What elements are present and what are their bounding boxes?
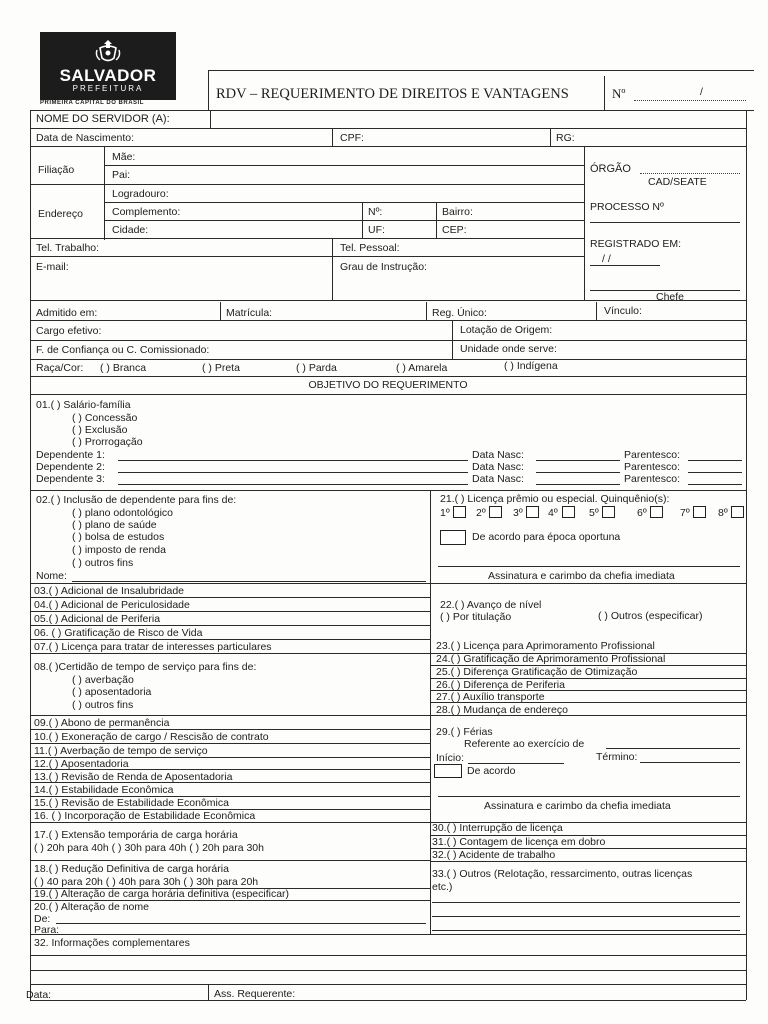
filiacao-label: Filiação <box>38 164 75 176</box>
cep-label: CEP: <box>442 224 467 236</box>
rule <box>30 300 746 301</box>
item-20-de-field[interactable] <box>56 923 426 924</box>
rule <box>104 220 584 221</box>
data-label: Data: <box>26 989 52 1001</box>
item-28-mudanca-endereco[interactable]: 28.( ) Mudança de endereço <box>436 704 568 716</box>
rule <box>30 625 430 626</box>
raca-option-indigena[interactable]: ( ) Indígena <box>504 360 558 372</box>
pai-label: Pai: <box>112 169 131 181</box>
orgao-field[interactable] <box>640 173 740 174</box>
item-01-concessao[interactable]: ( ) Concessão <box>72 412 138 424</box>
item-29-inicio-label: Início: <box>436 752 465 764</box>
vinculo-label: Vínculo: <box>604 305 642 317</box>
item-02-nome-label: Nome: <box>36 570 67 582</box>
item-23-aprimoramento[interactable]: 23.( ) Licença para Aprimoramento Profissional <box>436 640 655 652</box>
side-panel-border <box>584 146 585 300</box>
grau-instrucao-label: Grau de Instrução: <box>340 261 427 273</box>
rule <box>30 184 584 185</box>
item-29-acordo-label: De acordo <box>467 765 516 777</box>
item-29-exercicio-field[interactable] <box>606 748 740 749</box>
item-15-revisao-estabilidade[interactable]: 15.( ) Revisão de Estabilidade Econômica <box>34 797 229 809</box>
rule <box>30 238 584 239</box>
item-16-incorporacao-estabilidade[interactable]: 16. ( ) Incorporação de Estabilidade Econômica <box>34 810 256 822</box>
processo-field[interactable] <box>590 222 740 223</box>
unidade-label: Unidade onde serve: <box>460 343 557 355</box>
item-02-nome-field[interactable] <box>72 581 426 582</box>
dependente-2-label: Dependente 2: <box>36 461 105 473</box>
item-20-para-label: Para: <box>34 924 60 936</box>
logo-tagline: PRIMEIRA CAPITAL DO BRASIL <box>40 100 144 106</box>
form-right-border <box>746 110 747 1000</box>
item-26-diferenca-periferia[interactable]: 26.( ) Diferença de Periferia <box>436 679 565 691</box>
orgao-value: CAD/SEATE <box>648 176 707 188</box>
form-number-label: Nº <box>612 86 626 101</box>
quinquenio-2-checkbox[interactable] <box>489 506 502 518</box>
form-title: RDV – REQUERIMENTO DE DIREITOS E VANTAGENS <box>216 86 569 102</box>
quinquenio-7-checkbox[interactable] <box>693 506 706 518</box>
email-label: E-mail: <box>36 261 69 273</box>
rule <box>30 359 746 360</box>
quinquenio-3-label: 3º <box>513 507 523 519</box>
item-33-field-2[interactable] <box>432 916 740 917</box>
item-21-assinatura-label: Assinatura e carimbo da chefia imediata <box>488 570 675 582</box>
rule <box>210 110 211 128</box>
item-08-outros-fins[interactable]: ( ) outros fins <box>72 699 134 711</box>
logo-text: SALVADOR <box>59 66 157 85</box>
numero-label: Nº: <box>368 206 383 218</box>
rule <box>30 715 746 716</box>
registrado-label: REGISTRADO EM: <box>590 238 682 250</box>
item-17-extensao-carga[interactable]: 17.( ) Extensão temporária de carga horária <box>34 829 238 841</box>
item-29-acordo-checkbox[interactable] <box>434 764 462 778</box>
item-06-risco-vida[interactable]: 06. ( ) Gratificação de Risco de Vida <box>34 627 203 639</box>
dependente-3-label: Dependente 3: <box>36 473 105 485</box>
item-33-outros-cont: etc.) <box>432 881 453 893</box>
item-21-licenca-premio[interactable]: 21.( ) Licença prêmio ou especial. Quinquênio(s): <box>440 493 670 505</box>
rule <box>30 1000 746 1001</box>
informacoes-line-1[interactable] <box>30 955 746 956</box>
quinquenio-8-label: 8º <box>718 507 728 519</box>
quinquenio-4-label: 4º <box>548 507 558 519</box>
item-30-interrupcao-licenca[interactable]: 30.( ) Interrupção de licença <box>432 822 563 834</box>
data-nascimento-label: Data de Nascimento: <box>36 132 135 144</box>
item-22-avanco-nivel[interactable]: 22.( ) Avanço de nível <box>440 599 542 611</box>
tel-trabalho-label: Tel. Trabalho: <box>36 242 100 254</box>
rule <box>332 128 333 146</box>
item-24-gratificacao-aprimoramento[interactable]: 24.( ) Gratificação de Aprimoramento Profissional <box>436 653 666 665</box>
rule <box>30 769 430 770</box>
item-25-gratificacao-otimizacao[interactable]: 25.( ) Diferença Gratificação de Otimização <box>436 666 638 678</box>
rule <box>30 256 584 257</box>
item-29-assinatura-label: Assinatura e carimbo da chefia imediata <box>484 800 671 812</box>
item-08-averbacao[interactable]: ( ) averbação <box>72 674 134 686</box>
item-03-insalubridade[interactable]: 03.( ) Adicional de Insalubridade <box>34 585 185 597</box>
rule <box>30 984 746 985</box>
item-11-averbacao-tempo[interactable]: 11.( ) Averbação de tempo de serviço <box>34 745 208 757</box>
rule <box>220 302 221 320</box>
rule <box>30 320 746 321</box>
rule <box>30 743 430 744</box>
form-number-field[interactable] <box>634 100 746 101</box>
endereco-label: Endereço <box>38 208 83 220</box>
item-20-alteracao-nome[interactable]: 20.( ) Alteração de nome <box>34 901 149 913</box>
raca-cor-label: Raça/Cor: <box>36 362 84 374</box>
rule <box>30 934 746 935</box>
form-number-slash: / <box>700 86 703 98</box>
item-20-de-label: De: <box>34 913 51 925</box>
dependente-3-field[interactable] <box>118 484 468 485</box>
dependente-1-data-nasc: Data Nasc: <box>472 449 524 461</box>
item-08-certidao-tempo[interactable]: 08.( )Certidão de tempo de serviço para fins de: <box>34 661 257 673</box>
title-box-divider <box>604 76 605 110</box>
item-29-termino-field[interactable] <box>640 762 740 763</box>
informacoes-complementares-label: 32. Informações complementares <box>34 937 190 949</box>
item-02-bolsa-estudos[interactable]: ( ) bolsa de estudos <box>72 531 165 543</box>
rule <box>104 146 105 240</box>
rule <box>332 238 333 300</box>
objetivo-title: OBJETIVO DO REQUERIMENTO <box>308 379 468 391</box>
item-33-field-3[interactable] <box>432 930 740 931</box>
item-29-referente-label: Referente ao exercício de <box>464 738 585 750</box>
item-29-signature-line[interactable] <box>438 796 740 797</box>
item-21-signature-line[interactable] <box>438 566 740 567</box>
title-box-left <box>208 70 209 110</box>
item-29-ferias[interactable]: 29.( ) Férias <box>436 726 493 738</box>
dependente-1-parentesco-field[interactable] <box>688 460 742 461</box>
registrado-field[interactable] <box>590 265 660 266</box>
quinquenio-6-checkbox[interactable] <box>650 506 663 518</box>
lotacao-label: Lotação de Origem: <box>460 324 553 336</box>
rule <box>104 202 584 203</box>
tel-pessoal-label: Tel. Pessoal: <box>340 242 400 254</box>
mae-label: Mãe: <box>112 151 136 163</box>
rule <box>430 861 746 862</box>
form-left-border <box>30 110 31 1000</box>
item-29-inicio-field[interactable] <box>468 763 564 764</box>
dependente-2-data-nasc: Data Nasc: <box>472 461 524 473</box>
dependente-2-parentesco: Parentesco: <box>624 461 681 473</box>
raca-option-branca[interactable]: ( ) Branca <box>100 362 147 374</box>
rule <box>426 302 427 320</box>
rule <box>30 394 746 395</box>
item-22-outros[interactable]: ( ) Outros (especificar) <box>598 610 703 622</box>
quinquenio-2-label: 2º <box>476 507 486 519</box>
item-09-abono-permanencia[interactable]: 09.( ) Abono de permanência <box>34 717 170 729</box>
item-02-imposto-renda[interactable]: ( ) imposto de renda <box>72 544 166 556</box>
item-17-options[interactable]: ( ) 20h para 40h ( ) 30h para 40h ( ) 20h para 30h <box>34 842 264 854</box>
quinquenio-7-label: 7º <box>680 507 690 519</box>
item-04-periculosidade[interactable]: 04.( ) Adicional de Periculosidade <box>34 599 190 611</box>
item-02-plano-saude[interactable]: ( ) plano de saúde <box>72 519 157 531</box>
item-01-salario-familia[interactable]: 01.( ) Salário-família <box>36 399 131 411</box>
item-31-contagem-licenca[interactable]: 31.( ) Contagem de licença em dobro <box>432 836 606 848</box>
coat-of-arms-icon <box>94 38 122 64</box>
dependente-2-parentesco-field[interactable] <box>688 472 742 473</box>
item-05-periferia[interactable]: 05.( ) Adicional de Periferia <box>34 613 161 625</box>
cargo-efetivo-label: Cargo efetivo: <box>36 325 102 337</box>
dependente-3-parentesco: Parentesco: <box>624 473 681 485</box>
item-08-aposentadoria[interactable]: ( ) aposentadoria <box>72 686 152 698</box>
rule <box>30 376 746 377</box>
item-10-exoneracao[interactable]: 10.( ) Exoneração de cargo / Rescisão de contrato <box>34 731 269 743</box>
dependente-1-label: Dependente 1: <box>36 449 105 461</box>
item-19-alteracao-carga[interactable]: 19.( ) Alteração de carga horária definitiva (especificar) <box>34 888 290 900</box>
item-02-outros-fins[interactable]: ( ) outros fins <box>72 557 134 569</box>
rule <box>30 146 746 147</box>
quinquenio-1-label: 1º <box>440 507 450 519</box>
informacoes-line-2[interactable] <box>30 970 746 971</box>
item-21-acordo-label: De acordo para época oportuna <box>472 531 621 543</box>
quinquenio-1-checkbox[interactable] <box>453 506 466 518</box>
rule <box>30 782 430 783</box>
matricula-label: Matrícula: <box>226 307 273 319</box>
rg-label: RG: <box>556 132 575 144</box>
item-13-revisao-renda[interactable]: 13.( ) Revisão de Renda de Aposentadoria <box>34 771 233 783</box>
orgao-label: ÓRGÃO <box>590 163 631 175</box>
dependente-1-parentesco: Parentesco: <box>624 449 681 461</box>
dependente-2-field[interactable] <box>118 472 468 473</box>
column-divider <box>430 490 431 934</box>
quinquenio-3-checkbox[interactable] <box>526 506 539 518</box>
item-29-termino-label: Término: <box>596 751 638 763</box>
item-18-options[interactable]: ( ) 40 para 20h ( ) 40h para 30h ( ) 30h para 20h <box>34 876 259 888</box>
prefeitura-logo <box>40 32 176 100</box>
raca-option-parda[interactable]: ( ) Parda <box>296 362 337 374</box>
rule <box>208 984 209 1000</box>
dependente-1-field[interactable] <box>118 460 468 461</box>
quinquenio-5-checkbox[interactable] <box>602 506 615 518</box>
item-01-exclusao[interactable]: ( ) Exclusão <box>72 424 128 436</box>
dependente-2-data-field[interactable] <box>536 472 620 473</box>
logo-subtext: PREFEITURA <box>72 84 144 93</box>
rule <box>30 611 430 612</box>
item-18-reducao-carga[interactable]: 18.( ) Redução Definitiva de carga horária <box>34 863 229 875</box>
complemento-label: Complemento: <box>112 206 181 218</box>
raca-option-amarela[interactable]: ( ) Amarela <box>396 362 448 374</box>
quinquenio-5-label: 5º <box>589 507 599 519</box>
rule <box>30 597 430 598</box>
item-02-inclusao-dependente[interactable]: 02.( ) Inclusão de dependente para fins de: <box>36 494 237 506</box>
bairro-label: Bairro: <box>442 206 473 218</box>
assinatura-requerente-label: Ass. Requerente: <box>214 988 296 1000</box>
registrado-date: / / <box>602 253 611 265</box>
quinquenio-4-checkbox[interactable] <box>562 506 575 518</box>
rule <box>30 340 746 341</box>
reg-unico-label: Reg. Único: <box>432 307 487 319</box>
item-21-acordo-checkbox[interactable] <box>440 530 466 545</box>
rule <box>596 302 597 320</box>
nome-servidor-label: NOME DO SERVIDOR (A): <box>36 113 170 125</box>
processo-label: PROCESSO Nº <box>590 201 664 213</box>
rule <box>30 110 754 111</box>
quinquenio-8-checkbox[interactable] <box>731 506 744 518</box>
rule <box>30 639 430 640</box>
uf-label: UF: <box>368 224 385 236</box>
raca-option-preta[interactable]: ( ) Preta <box>202 362 240 374</box>
dependente-3-data-nasc: Data Nasc: <box>472 473 524 485</box>
admitido-label: Admitido em: <box>36 307 98 319</box>
item-07-licenca-interesses[interactable]: 07.( ) Licença para tratar de interesses particulares <box>34 641 272 653</box>
dependente-1-data-field[interactable] <box>536 460 620 461</box>
item-33-outros[interactable]: 33.( ) Outros (Relotação, ressarcimento, outras licenças <box>432 868 693 880</box>
item-12-aposentadoria[interactable]: 12.( ) Aposentadoria <box>34 758 129 770</box>
dependente-3-parentesco-field[interactable] <box>688 484 742 485</box>
rule <box>550 128 551 146</box>
item-33-field-1[interactable] <box>432 902 740 903</box>
rule <box>30 128 746 129</box>
title-box-top <box>208 70 754 71</box>
rule <box>30 583 746 584</box>
item-32-acidente-trabalho[interactable]: 32.( ) Acidente de trabalho <box>432 849 556 861</box>
dependente-3-data-field[interactable] <box>536 484 620 485</box>
rule <box>104 165 584 166</box>
item-22-por-titulacao[interactable]: ( ) Por titulação <box>440 611 512 623</box>
item-02-plano-odontologico[interactable]: ( ) plano odontológico <box>72 507 173 519</box>
cpf-label: CPF: <box>340 132 364 144</box>
rule <box>30 822 746 823</box>
quinquenio-6-label: 6º <box>637 507 647 519</box>
item-14-estabilidade-economica[interactable]: 14.( ) Estabilidade Econômica <box>34 784 174 796</box>
rule <box>30 490 746 491</box>
rule <box>30 729 430 730</box>
logradouro-label: Logradouro: <box>112 188 169 200</box>
rule <box>30 860 430 861</box>
chefe-label: Chefe <box>656 291 685 303</box>
item-27-auxilio-transporte[interactable]: 27.( ) Auxílio transporte <box>436 691 545 703</box>
cidade-label: Cidade: <box>112 224 149 236</box>
item-01-prorrogacao[interactable]: ( ) Prorrogação <box>72 436 143 448</box>
funcao-label: F. de Confiança ou C. Comissionado: <box>36 344 210 356</box>
